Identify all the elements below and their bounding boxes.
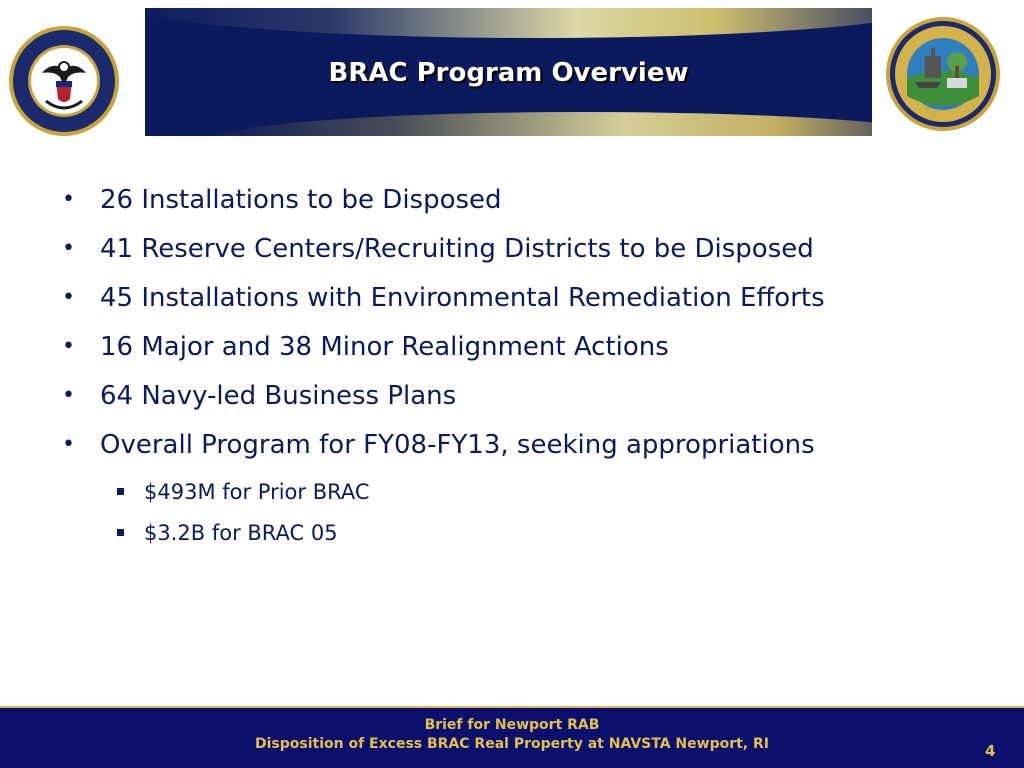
footer-brief-title: Brief for Newport RAB	[424, 717, 600, 733]
page-number: 4	[985, 742, 996, 760]
square-bullet-icon	[117, 529, 124, 536]
bullet-text: Overall Program for FY08-FY13, seeking appropriations	[100, 430, 815, 460]
list-item	[62, 376, 1002, 425]
list-item	[62, 180, 1002, 229]
bullet-text: 26 Installations to be Disposed	[100, 185, 502, 215]
sub-bullet-text: $3.2B for BRAC 05	[144, 521, 338, 545]
bullet-text: 45 Installations with Environmental Remediation Efforts	[100, 283, 825, 313]
sub-list-item	[62, 515, 1002, 556]
bullet-marker: •	[62, 334, 75, 359]
footer-divider	[0, 706, 1024, 708]
bullet-text: 41 Reserve Centers/Recruiting Districts to be Disposed	[100, 234, 814, 264]
bullet-marker: •	[62, 383, 75, 408]
sub-bullet-text: $493M for Prior BRAC	[144, 480, 370, 504]
banner-gold-sweep-bottom	[205, 112, 872, 136]
bullet-text: 16 Major and 38 Minor Realignment Actions	[100, 332, 669, 362]
bullet-marker: •	[62, 285, 75, 310]
header-banner	[145, 8, 872, 136]
bullet-list	[62, 180, 1002, 556]
bullet-marker: •	[62, 236, 75, 261]
navy-brac-seal-icon	[885, 16, 1001, 132]
list-item	[62, 229, 1002, 278]
department-of-the-navy-seal-icon	[8, 25, 120, 137]
square-bullet-icon	[117, 488, 124, 495]
banner-gold-sweep-top	[145, 8, 872, 38]
bullet-marker: •	[62, 432, 75, 457]
list-item	[62, 327, 1002, 376]
bullet-marker: •	[62, 187, 75, 212]
footer-subtitle: Disposition of Excess BRAC Real Property at NAVSTA Newport, RI	[255, 736, 769, 752]
bullet-text: 64 Navy-led Business Plans	[100, 381, 457, 411]
page-title: BRAC Program Overview	[328, 58, 689, 88]
list-item	[62, 278, 1002, 327]
sub-list-item	[62, 474, 1002, 515]
list-item	[62, 425, 1002, 474]
